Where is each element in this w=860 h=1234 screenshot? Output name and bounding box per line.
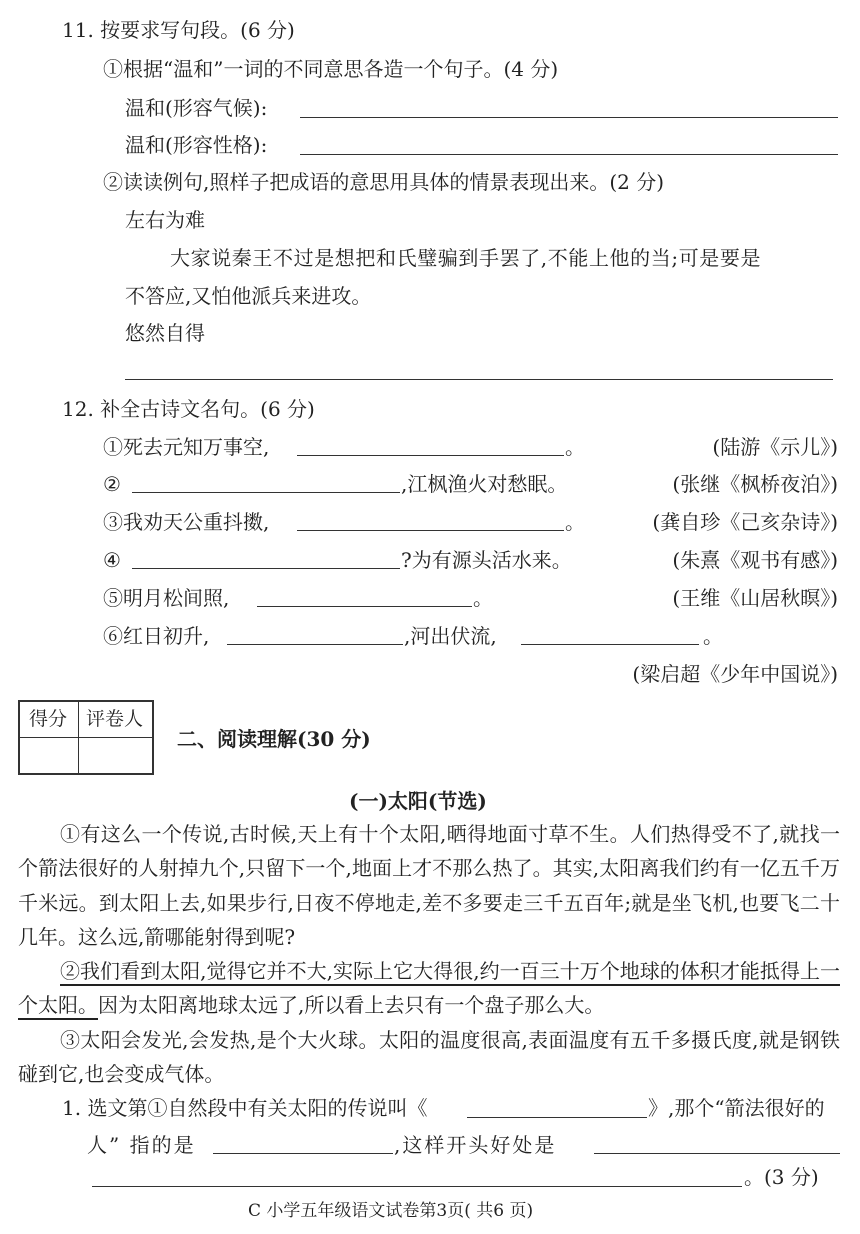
q12-item-5-end: 。 bbox=[473, 586, 493, 610]
q12-item-4-source: (朱熹《观书有感》) bbox=[672, 548, 838, 572]
q12-item-4-end: ?为有源头活水来。 bbox=[401, 548, 572, 572]
q12-item-6-blank-1[interactable] bbox=[227, 644, 403, 645]
reading-q1-text-d: ,这样开头好处是 bbox=[394, 1133, 557, 1157]
passage-paragraph-2 bbox=[18, 954, 840, 1023]
reading-q1-blank-archer[interactable] bbox=[213, 1153, 393, 1154]
reading-q1-blank-legend[interactable] bbox=[467, 1117, 647, 1118]
reading-q1-end: 。(3 分) bbox=[744, 1165, 819, 1189]
score-box-label-score: 得分 bbox=[29, 708, 68, 730]
q11-climate-label: 温和(形容气候): bbox=[125, 96, 268, 120]
q12-item-5-blank[interactable] bbox=[257, 606, 472, 607]
q12-item-6-source: (梁启超《少年中国说》) bbox=[632, 662, 838, 686]
q12-item-1-text: ①死去元知万事空, bbox=[103, 435, 270, 459]
q12-item-3-blank[interactable] bbox=[297, 530, 564, 531]
q12-item-3-end: 。 bbox=[565, 510, 585, 534]
page-footer: C 小学五年级语文试卷第3页( 共6 页) bbox=[248, 1201, 534, 1221]
passage-paragraph-2-underlined: ②我们看到太阳,觉得它并不大,实际上它大得很,约一百三十万个地球的体积才能抵得上一个太阳。 bbox=[18, 959, 840, 1018]
q12-item-4-blank[interactable] bbox=[132, 568, 400, 569]
q11-idiom-answer-line[interactable] bbox=[125, 379, 833, 380]
q11-task-idiom: 悠然自得 bbox=[125, 321, 205, 345]
q12-item-6-blank-2[interactable] bbox=[521, 644, 699, 645]
q11-personality-answer-line[interactable] bbox=[300, 154, 838, 155]
q11-example-text-line1: 大家说秦王不过是想把和氏璧骗到手罢了,不能上他的当;可是要是 bbox=[170, 246, 762, 270]
score-box-score-cell[interactable] bbox=[20, 738, 78, 774]
q11-header: 11. 按要求写句段。(6 分) bbox=[62, 18, 295, 42]
score-box bbox=[18, 700, 154, 775]
reading-q1-text-b: 》,那个“箭法很好的 bbox=[648, 1096, 825, 1120]
q12-item-1-blank[interactable] bbox=[297, 455, 564, 456]
q12-item-4-text: ④ bbox=[103, 548, 121, 572]
passage-paragraph-1-text: ①有这么一个传说,古时候,天上有十个太阳,晒得地面寸草不生。人们热得受不了,就找一个箭法很好的人射掉九个,只留下一个,地面上才不那么热了。其实,太阳离我们约有一亿五千万千米远。到太阳上去,如果步行,日夜不停地走,差不多要走三千五百年;就是坐飞机,也要飞二十几年。这么远,箭哪能射得到呢? bbox=[18, 822, 840, 949]
passage-paragraph-3-text: ③太阳会发光,会发热,是个大火球。太阳的温度很高,表面温度有五千多摄氏度,就是钢铁碰到它,也会变成气体。 bbox=[18, 1028, 840, 1087]
reading-q1-text-a: 1. 选文第①自然段中有关太阳的传说叫《 bbox=[62, 1096, 428, 1120]
q12-item-3-source: (龚自珍《己亥杂诗》) bbox=[652, 510, 838, 534]
q11-part2-prompt: ②读读例句,照样子把成语的意思用具体的情景表现出来。(2 分) bbox=[103, 170, 665, 194]
reading-q1-blank-benefit-2[interactable] bbox=[92, 1186, 742, 1187]
reading-q1-blank-benefit-1[interactable] bbox=[594, 1153, 840, 1154]
q12-item-2-text: ② bbox=[103, 472, 121, 496]
q11-example-text-line2: 不答应,又怕他派兵来进攻。 bbox=[125, 284, 372, 308]
passage-paragraph-1 bbox=[18, 817, 840, 954]
reading-q1-text-c: 人” 指的是 bbox=[87, 1133, 196, 1157]
score-box-label-grader: 评卷人 bbox=[86, 708, 144, 730]
q12-item-6-end: 。 bbox=[703, 624, 723, 648]
q11-part1-prompt: ①根据“温和”一词的不同意思各造一个句子。(4 分) bbox=[103, 57, 559, 81]
q12-item-2-blank[interactable] bbox=[132, 492, 400, 493]
passage-paragraph-3 bbox=[18, 1023, 840, 1092]
q12-item-2-end: ,江枫渔火对愁眠。 bbox=[401, 472, 568, 496]
q12-item-2-source: (张继《枫桥夜泊》) bbox=[672, 472, 838, 496]
q12-item-3-text: ③我劝天公重抖擞, bbox=[103, 510, 270, 534]
q12-item-1-end: 。 bbox=[565, 435, 585, 459]
score-box-grader-cell[interactable] bbox=[80, 738, 152, 774]
passage-title: (一)太阳(节选) bbox=[349, 789, 487, 813]
q12-item-5-source: (王维《山居秋暝》) bbox=[672, 586, 838, 610]
q12-item-6-text-a: ⑥红日初升, bbox=[103, 624, 210, 648]
q11-example-idiom: 左右为难 bbox=[125, 208, 205, 232]
q12-item-5-text: ⑤明月松间照, bbox=[103, 586, 230, 610]
passage-paragraph-2-rest: 因为太阳离地球太远了,所以看上去只有一个盘子那么大。 bbox=[98, 993, 605, 1018]
q11-climate-answer-line[interactable] bbox=[300, 117, 838, 118]
q12-header: 12. 补全古诗文名句。(6 分) bbox=[62, 397, 315, 421]
q12-item-6-text-b: ,河出伏流, bbox=[404, 624, 497, 648]
section2-title: 二、阅读理解(30 分) bbox=[177, 727, 371, 751]
q11-personality-label: 温和(形容性格): bbox=[125, 133, 268, 157]
q12-item-1-source: (陆游《示儿》) bbox=[712, 435, 838, 459]
